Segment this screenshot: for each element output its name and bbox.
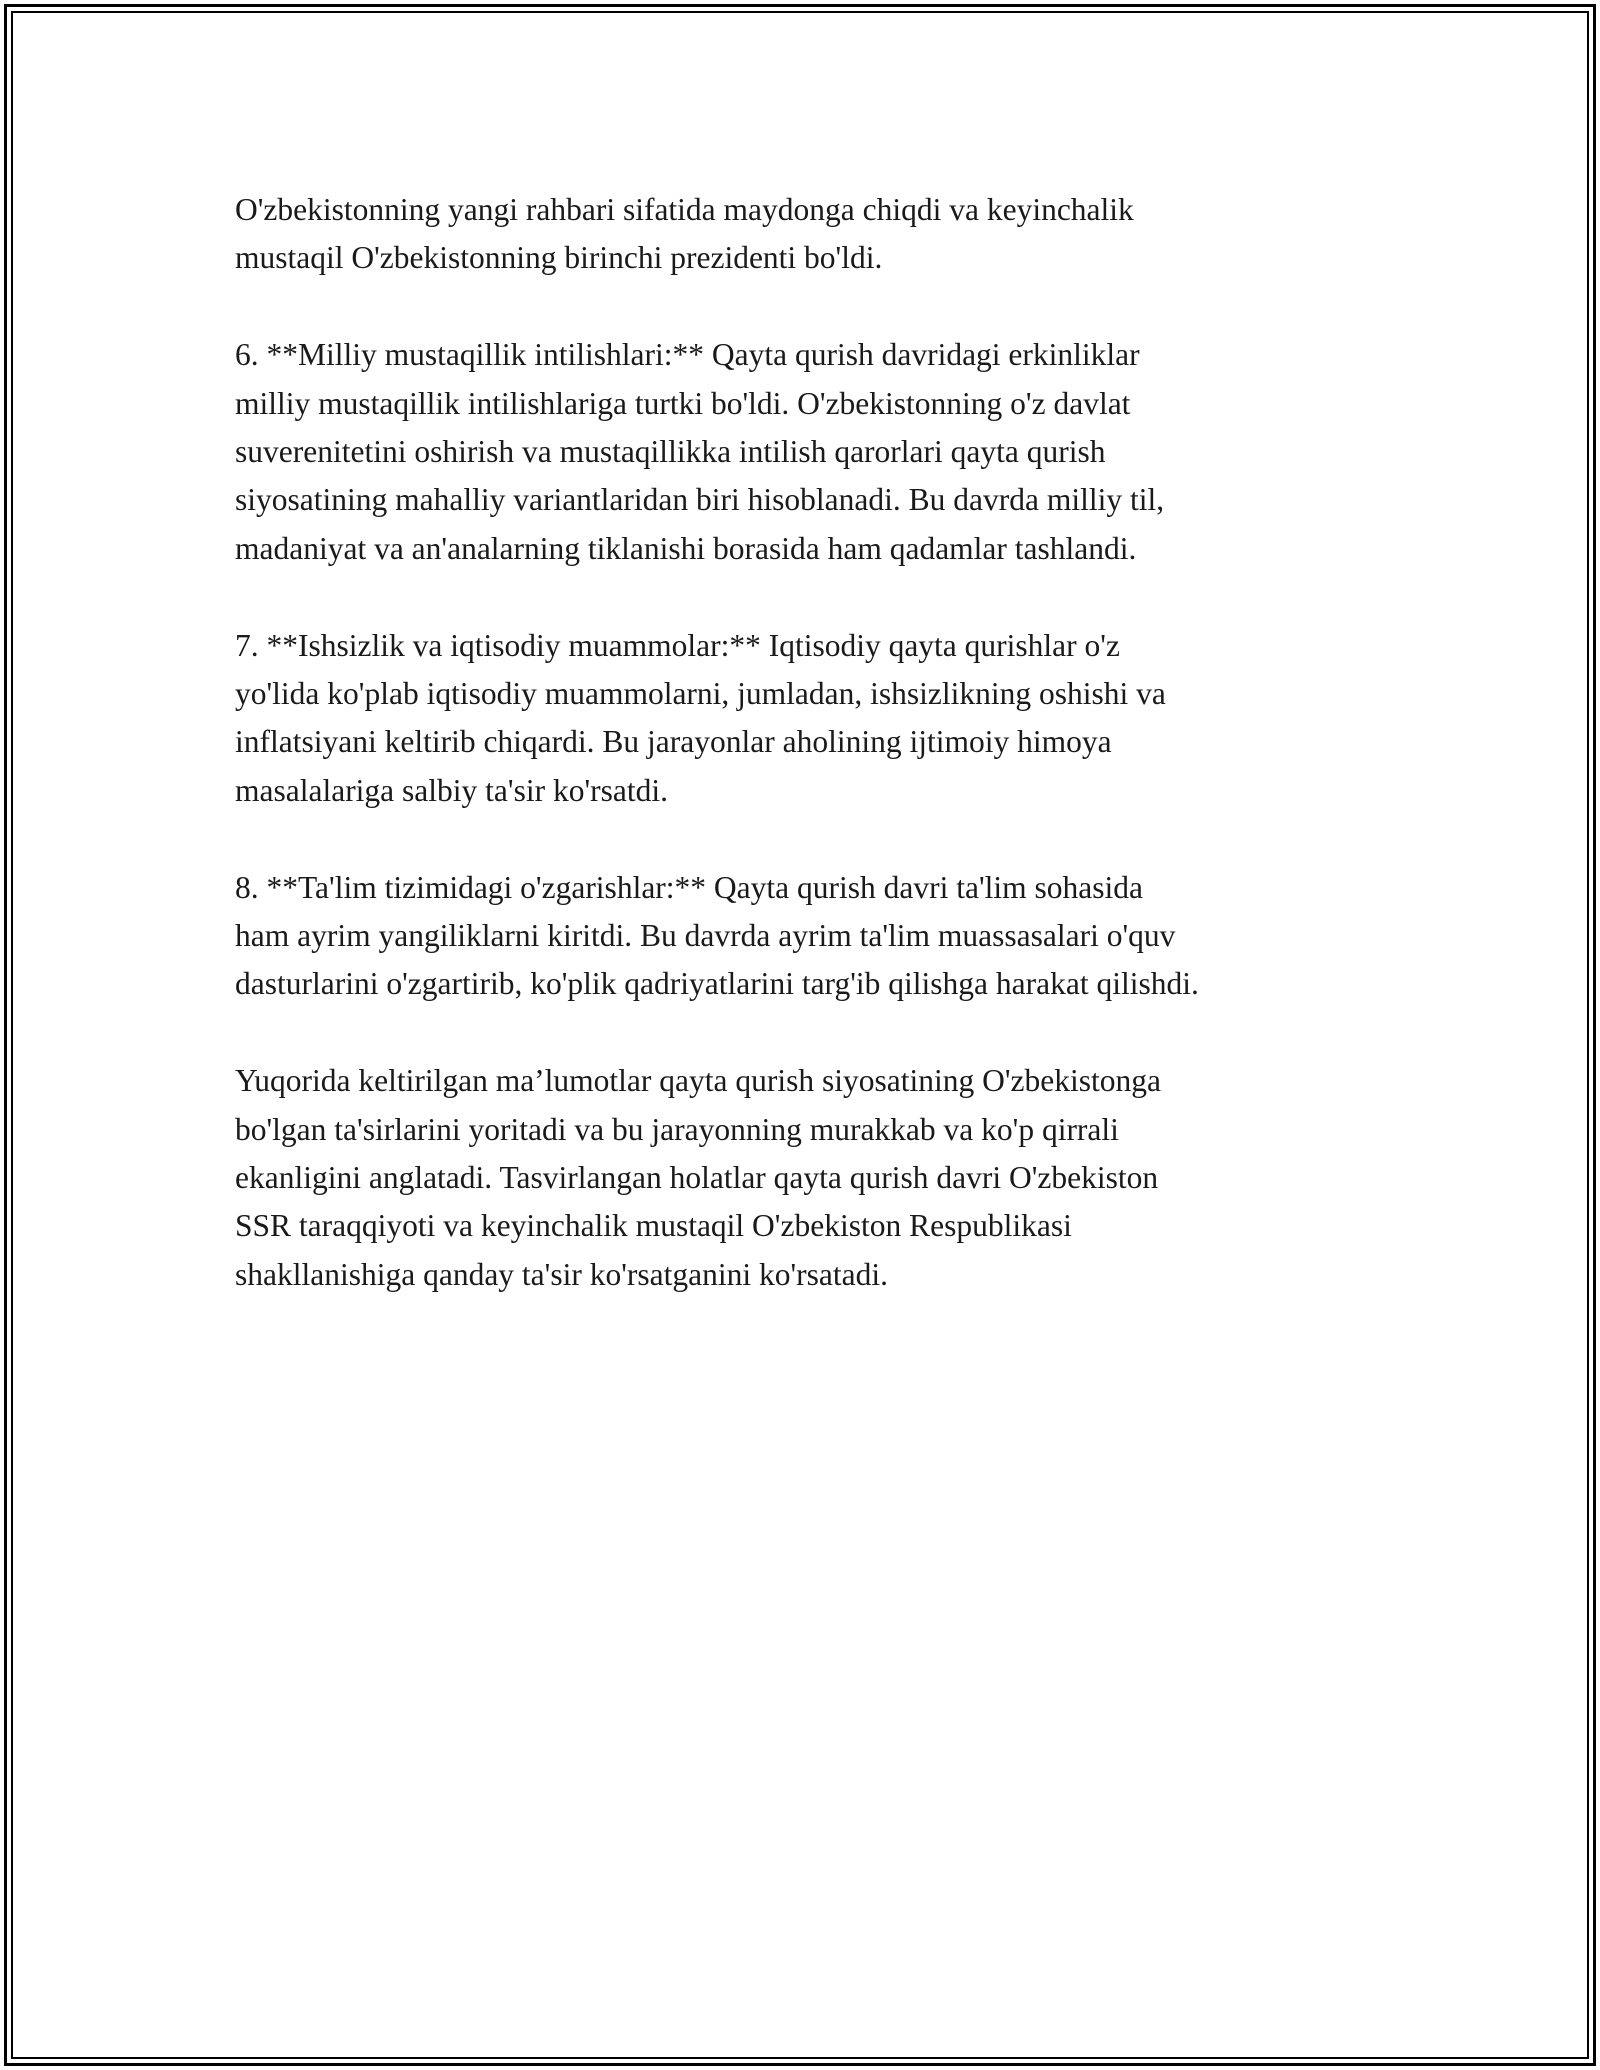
paragraph-item-6 <box>235 331 1415 573</box>
text-line: bo'lgan ta'sirlarini yoritadi va bu jarayonning murakkab va ko'p qirrali <box>235 1111 1119 1147</box>
text-line: siyosatining mahalliy variantlaridan biri hisoblanadi. Bu davrda milliy til, <box>235 482 1165 518</box>
text-line: ham ayrim yangiliklarni kiritdi. Bu davrda ayrim ta'lim muassasalari o'quv <box>235 918 1176 954</box>
text-line: 7. **Ishsizlik va iqtisodiy muammolar:** Iqtisodiy qayta qurishlar o'z <box>235 627 1120 663</box>
text-line: dasturlarini o'zgartirib, ko'plik qadriyatlarini targ'ib qilishga harakat qilishdi. <box>235 966 1199 1002</box>
text-line: mustaqil O'zbekistonning birinchi prezidenti bo'ldi. <box>235 240 883 276</box>
text-line: shakllanishiga qanday ta'sir ko'rsatganini ko'rsatadi. <box>235 1256 888 1292</box>
paragraph-item-7 <box>235 622 1415 816</box>
text-line: 6. **Milliy mustaqillik intilishlari:** Qayta qurish davridagi erkinliklar <box>235 337 1140 373</box>
text-line: O'zbekistonning yangi rahbari sifatida maydonga chiqdi va keyinchalik <box>235 192 1134 227</box>
text-line: suverenitetini oshirish va mustaqillikka intilish qarorlari qayta qurish <box>235 434 1106 470</box>
text-line: SSR taraqqiyoti va keyinchalik mustaqil O'zbekiston Respublikasi <box>235 1208 1072 1244</box>
text-line: ekanligini anglatadi. Tasvirlangan holatlar qayta qurish davri O'zbekiston <box>235 1160 1159 1196</box>
text-line: masalalariga salbiy ta'sir ko'rsatdi. <box>235 772 668 808</box>
text-line: inflatsiyani keltirib chiqardi. Bu jarayonlar aholining ijtimoiy himoya <box>235 724 1112 760</box>
text-line: yo'lida ko'plab iqtisodiy muammolarni, jumladan, ishsizlikning oshishi va <box>235 676 1166 712</box>
paragraph-item-8 <box>235 864 1415 1009</box>
paragraph-intro-continuation <box>235 186 1415 283</box>
text-line: madaniyat va an'analarning tiklanishi borasida ham qadamlar tashlandi. <box>235 530 1137 566</box>
document-body <box>235 186 1415 1299</box>
text-line: Yuqorida keltirilgan ma’lumotlar qayta qurish siyosatining O'zbekistonga <box>235 1063 1161 1099</box>
text-line: milliy mustaqillik intilishlariga turtki bo'ldi. O'zbekistonning o'z davlat <box>235 385 1131 421</box>
paragraph-conclusion <box>235 1057 1415 1299</box>
text-line: 8. **Ta'lim tizimidagi o'zgarishlar:** Qayta qurish davri ta'lim sohasida <box>235 869 1143 905</box>
